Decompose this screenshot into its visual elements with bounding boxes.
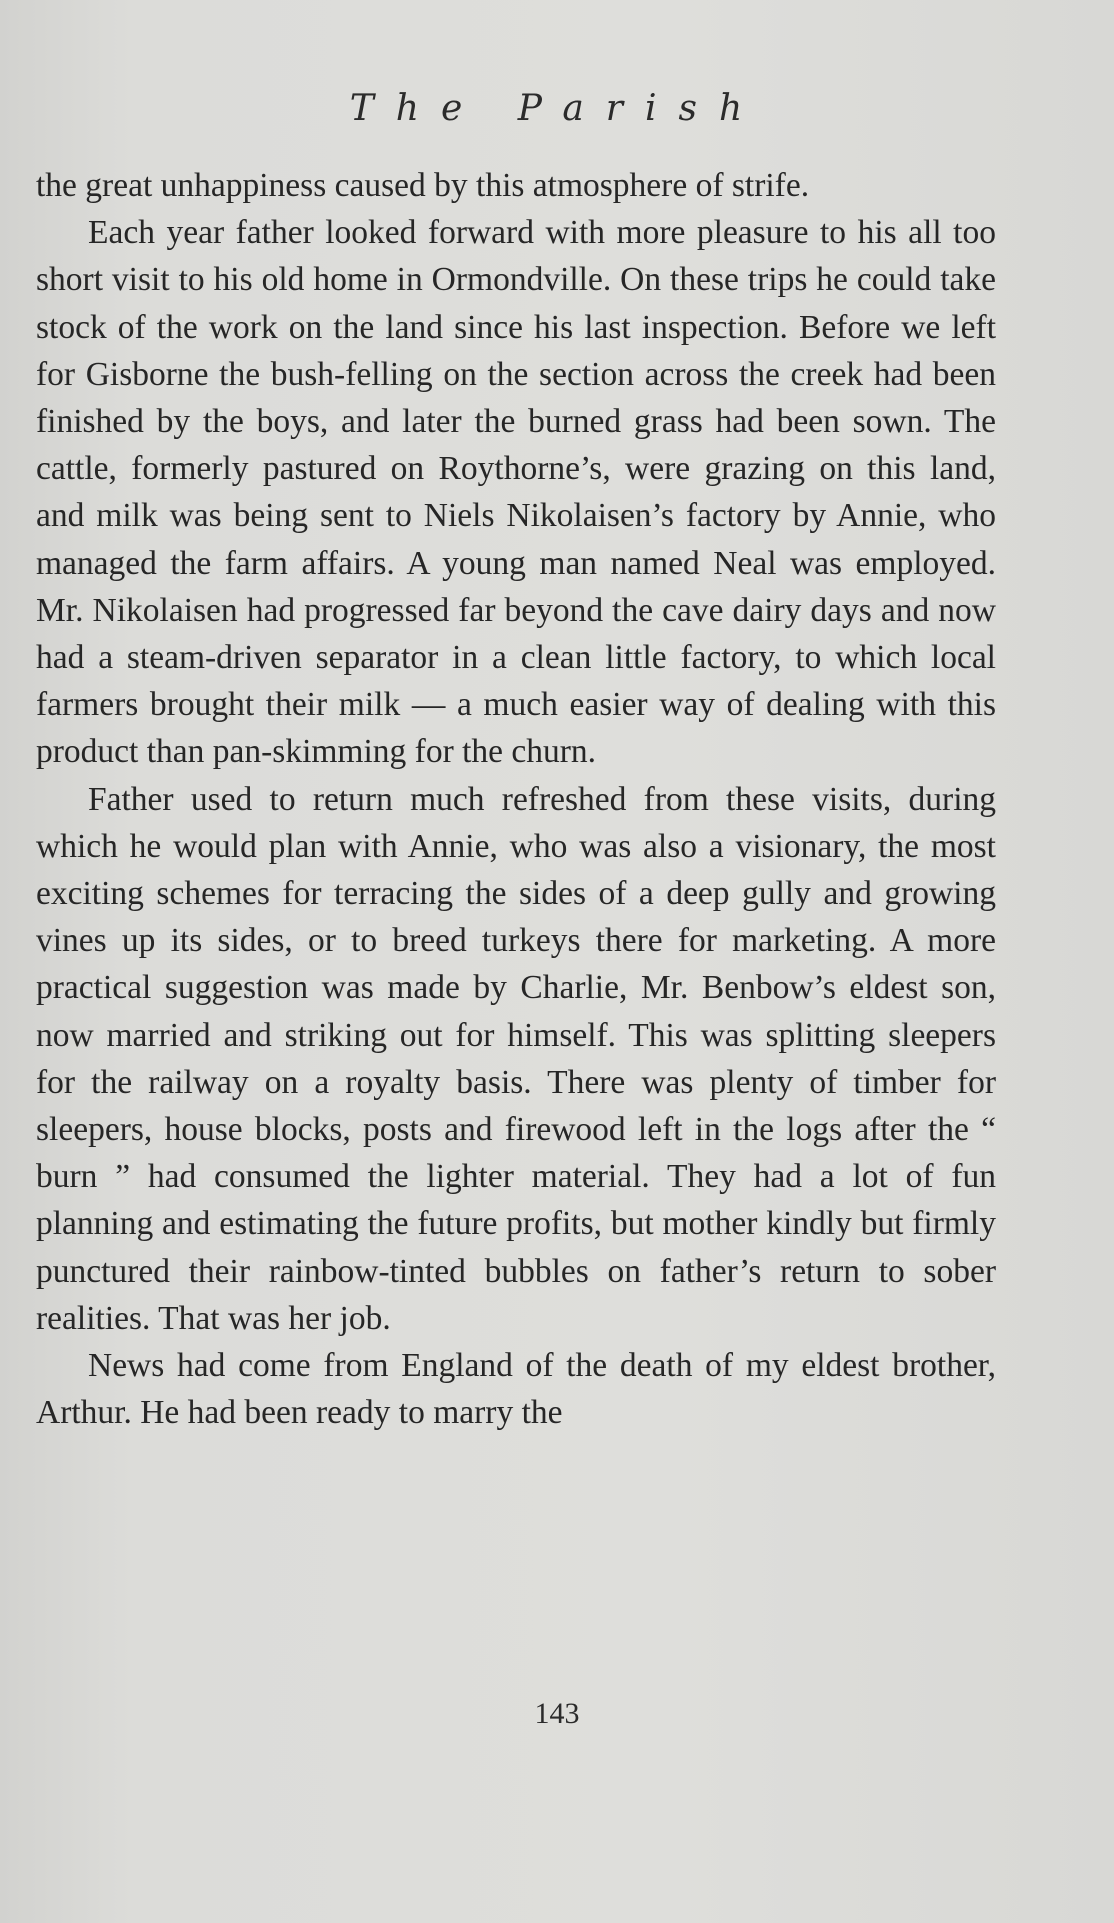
page-number: 143 (534, 1697, 580, 1730)
paragraph: Father used to return much refreshed from these visits, during which he would plan with Annie, who was also a visionary, the most exciting schemes for terracing the sides of a deep gully and growing vines up its sides, or to breed turkeys there for marketing. A more practical suggestion was made by Charlie, Mr. Benbow’s eldest son, now married and striking out for himself. This was splitting sleepers for the railway on a royalty basis. There was plenty of timber for sleepers, house blocks, posts and firewood left in the logs after the “ burn ” had consumed the lighter material. They had a lot of fun planning and estimating the future profits, but mother kindly but firmly punctured their rainbow-tinted bubbles on father’s return to sober realities. That was her job. (36, 780, 996, 1337)
paragraph: News had come from England of the death of my eldest brother, Arthur. He had been ready to marry the (36, 1347, 996, 1432)
running-header: The Parish (349, 88, 765, 129)
paragraph-continuation: the great unhappiness caused by this atmosphere of strife. (36, 167, 810, 204)
paragraph: Each year father looked forward with more pleasure to his all too short visit to his old home in Ormondville. On these trips he could take stock of the work on the land since his last inspection. Before we left for Gisborne the bush-felling on the section across the creek had been finished by the boys, and later the burned grass had been sown. The cattle, formerly pastured on Roythorne’s, were grazing on this land, and milk was being sent to Niels Nikolaisen’s factory by Annie, who managed the farm affairs. A young man named Neal was employed. Mr. Nikolaisen had progressed far beyond the cave dairy days and now had a steam-driven separator in a clean little factory, to which local farmers brought their milk — a much easier way of dealing with this product than pan-skimming for the churn. (36, 214, 996, 771)
body-text (36, 162, 996, 1436)
